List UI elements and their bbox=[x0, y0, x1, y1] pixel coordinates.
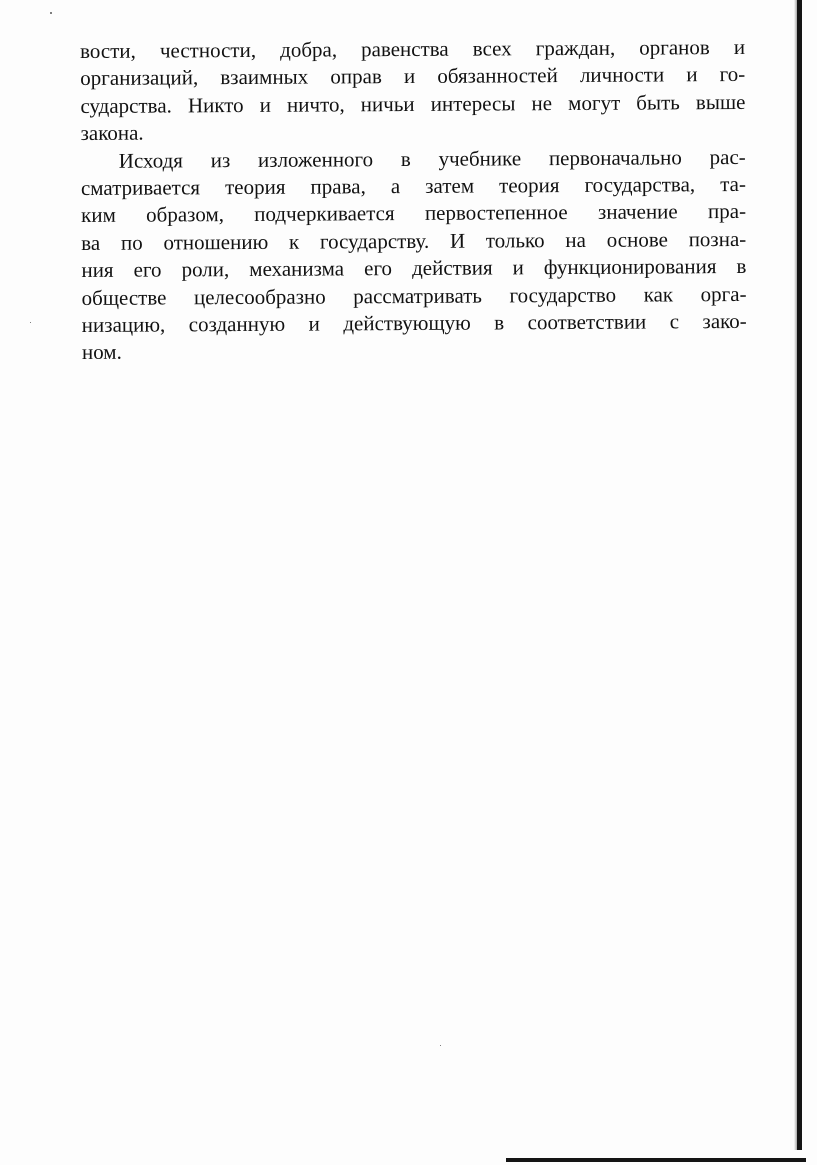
text-line: вости, честности, добра, равенства всех граждан, органов и bbox=[80, 34, 746, 63]
text-line: сматривается теория права, а затем теория государства, та- bbox=[80, 171, 746, 201]
scan-edge-right bbox=[797, 0, 802, 1150]
paragraph-1 bbox=[80, 34, 746, 148]
text-line: ном. bbox=[81, 340, 122, 365]
text-line: ва по отношению к государству. И только на основе позна- bbox=[81, 226, 747, 255]
text-line: ким образом, подчеркивается первостепенное значение пра- bbox=[81, 199, 747, 228]
paragraph-2 bbox=[81, 144, 747, 367]
text-line: ния его роли, механизма его действия и функционирования в bbox=[81, 254, 747, 283]
text-line: Исходя из изложенного в учебнике первоначально рас- bbox=[118, 144, 746, 173]
text-line: обществе целесообразно рассматривать государство как орга- bbox=[81, 281, 747, 310]
text-line: закона. bbox=[80, 120, 144, 146]
scan-speck bbox=[50, 12, 52, 14]
scan-edge-bottom bbox=[506, 1158, 806, 1162]
text-line: низацию, созданную и действующую в соответствии с зако- bbox=[81, 308, 747, 338]
text-line: организаций, взаимных оправ и обязанностей личности и го- bbox=[80, 62, 746, 91]
text-line: сударства. Никто и ничто, ничьи интересы не могут быть выше bbox=[80, 89, 746, 118]
scan-speck bbox=[440, 1045, 441, 1046]
scan-speck bbox=[30, 322, 31, 323]
page-text bbox=[80, 34, 747, 367]
